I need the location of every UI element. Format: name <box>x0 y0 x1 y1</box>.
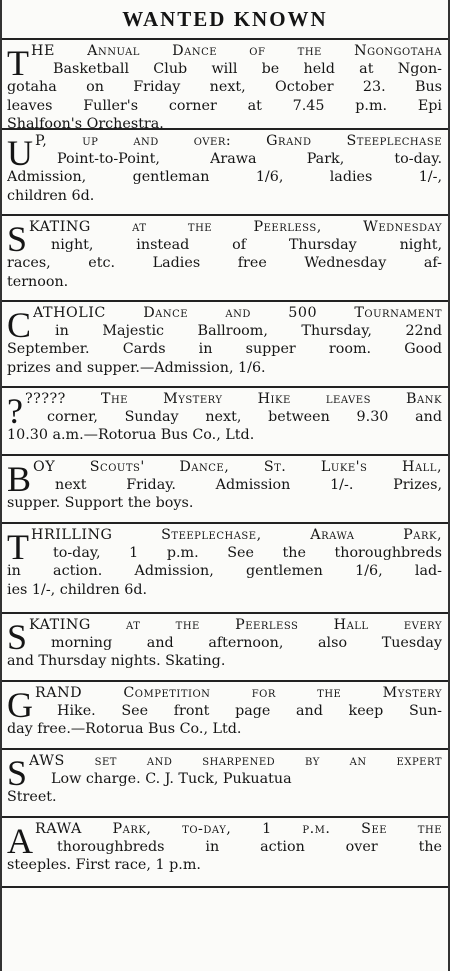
ad-text-line: Basketball Club will be held at Ngon- <box>53 61 442 78</box>
ad-text-line: day free.—Rotorua Bus Co., Ltd. <box>7 721 242 738</box>
ad-text-line: ies 1/-, children 6d. <box>7 581 148 598</box>
drop-cap-letter: S <box>7 219 28 259</box>
ad-text-line: ATHOLIC Dance and 500 Tournament <box>33 305 442 321</box>
ad-text-line: AWS set and sharpened by an expert <box>29 753 442 769</box>
ad-text-line: prizes and supper.—Admission, 1/6. <box>7 359 266 376</box>
classified-ads-list <box>2 40 448 888</box>
drop-cap-letter: G <box>7 685 33 725</box>
ad-text-line: thoroughbreds in action over the <box>57 839 442 856</box>
ad-text-line: leaves Fuller's corner at 7.45 p.m. Epi <box>7 97 442 114</box>
ad-text-line: KATING at the Peerless Hall every <box>29 617 442 633</box>
ad-text-line: KATING at the Peerless, Wednesday <box>29 219 442 235</box>
drop-cap-letter: ? <box>7 391 23 431</box>
ad-text-line: RAWA Park, to-day, 1 p.m. See the <box>35 821 442 837</box>
classified-ad <box>2 750 448 818</box>
ad-text-line: supper. Support the boys. <box>7 495 194 512</box>
ad-text-line: steeples. First race, 1 p.m. <box>7 857 201 874</box>
ad-text-line: Hike. See front page and keep Sun- <box>57 703 442 720</box>
ad-text-line: Shalfoon's Orchestra. <box>7 115 164 132</box>
ad-text-line: September. Cards in supper room. Good <box>7 341 442 358</box>
classified-ad <box>2 524 448 614</box>
classified-ad <box>2 818 448 888</box>
classified-ad <box>2 682 448 750</box>
ad-text-line: RAND Competition for the Mystery <box>35 685 442 701</box>
ad-text-line: and Thursday nights. Skating. <box>7 653 226 670</box>
ad-text-line: P, up and over: Grand Steeplechase <box>35 133 442 149</box>
ad-text-line: gotaha on Friday next, October 23. Bus <box>7 79 442 96</box>
classified-ad <box>2 216 448 302</box>
classified-ad <box>2 130 448 216</box>
ad-text-line: Point-to-Point, Arawa Park, to-day. <box>57 151 442 168</box>
ad-text-line: in action. Admission, gentlemen 1/6, lad- <box>7 563 442 580</box>
ad-text-line: children 6d. <box>7 187 95 204</box>
ad-text-line: to-day, 1 p.m. See the thoroughbreds <box>53 545 442 562</box>
drop-cap-letter: S <box>7 617 28 657</box>
classified-ad <box>2 302 448 388</box>
drop-cap-letter: A <box>7 821 33 861</box>
drop-cap-letter: C <box>7 305 32 345</box>
ad-text-line: Low charge. C. J. Tuck, Pukuatua <box>51 771 292 788</box>
drop-cap-letter: T <box>7 527 29 567</box>
drop-cap-letter: T <box>7 43 29 83</box>
ad-text-line: Admission, gentleman 1/6, ladies 1/-, <box>7 169 442 186</box>
ad-text-line: in Majestic Ballroom, Thursday, 22nd <box>55 323 442 340</box>
classified-ad <box>2 614 448 682</box>
ad-text-line: 10.30 a.m.—Rotorua Bus Co., Ltd. <box>7 427 255 444</box>
ad-text-line: next Friday. Admission 1/-. Prizes, <box>55 477 442 494</box>
ad-text-line: HRILLING Steeplechase, Arawa Park, <box>31 527 442 543</box>
drop-cap-letter: S <box>7 753 28 793</box>
ad-text-line: races, etc. Ladies free Wednesday af- <box>7 255 442 272</box>
classified-ad <box>2 388 448 456</box>
ad-text-line: night, instead of Thursday night, <box>51 237 442 254</box>
drop-cap-letter: U <box>7 133 33 173</box>
ad-text-line: ternoon. <box>7 273 69 290</box>
section-title: WANTED KNOWN <box>122 6 328 31</box>
ad-text-line: HE Annual Dance of the Ngongotaha <box>31 43 442 59</box>
ad-text-line: corner, Sunday next, between 9.30 and <box>46 409 442 426</box>
section-header <box>2 0 448 40</box>
ad-text-line: OY Scouts' Dance, St. Luke's Hall, <box>33 459 442 475</box>
ad-text-line: ????? The Mystery Hike leaves Bank <box>24 391 442 407</box>
ad-text-line: Street. <box>7 789 57 806</box>
classified-ad <box>2 40 448 130</box>
drop-cap-letter: B <box>7 459 32 499</box>
classified-ad <box>2 456 448 524</box>
ad-text-line: morning and afternoon, also Tuesday <box>51 635 442 652</box>
